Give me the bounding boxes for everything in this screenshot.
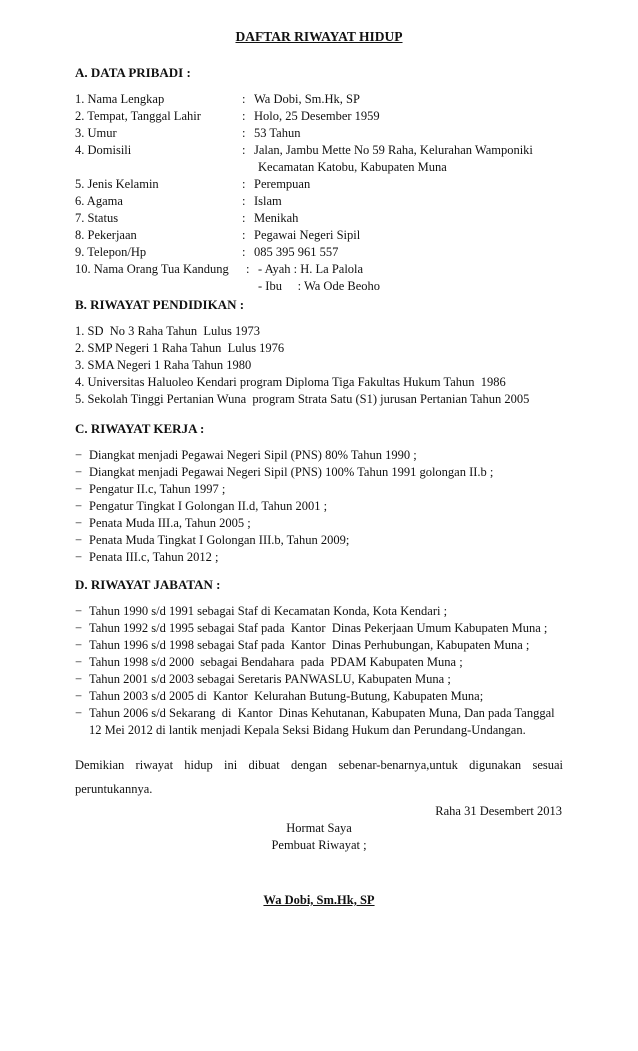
closing-paragraph: Demikian riwayat hidup ini dibuat dengan sebenar-benarnya,untuk digunakan sesuai peruntukannya. xyxy=(75,758,563,796)
dash-bullet: − xyxy=(75,516,83,530)
position-item-text: Tahun 2006 s/d Sekarang di Kantor Dinas Kehutanan, Kabupaten Muna, Dan pada Tanggal xyxy=(89,706,555,720)
position-item xyxy=(75,654,463,671)
data-row-domisili xyxy=(75,142,533,159)
position-item xyxy=(75,603,447,620)
data-row-umur xyxy=(75,125,300,142)
row-colon: : xyxy=(242,194,246,208)
work-item-text: Penata Muda Tingkat I Golongan III.b, Tahun 2009; xyxy=(89,533,350,547)
work-item-text: Penata III.c, Tahun 2012 ; xyxy=(89,550,219,564)
row-label: 1. Nama Lengkap xyxy=(75,92,165,106)
work-item xyxy=(75,549,218,566)
row-value: Wa Dobi, Sm.Hk, SP xyxy=(254,92,360,106)
row-label: 2. Tempat, Tanggal Lahir xyxy=(75,109,201,123)
row-value: Menikah xyxy=(254,211,299,225)
dash-bullet: − xyxy=(75,550,83,564)
row-value: Islam xyxy=(254,194,282,208)
row-colon: : xyxy=(242,228,246,242)
row-value: Holo, 25 Desember 1959 xyxy=(254,109,380,123)
education-item: 3. SMA Negeri 1 Raha Tahun 1980 xyxy=(75,358,252,372)
data-row-nama xyxy=(75,91,360,108)
row-value: 085 395 961 557 xyxy=(254,245,339,259)
work-item xyxy=(75,515,251,532)
row-colon: : xyxy=(242,245,246,259)
data-row-pekerjaan xyxy=(75,227,360,244)
signature-name: Wa Dobi, Sm.Hk, SP xyxy=(263,893,375,907)
dash-bullet: − xyxy=(75,533,83,547)
dash-bullet: − xyxy=(75,655,83,669)
education-item: 2. SMP Negeri 1 Raha Tahun Lulus 1976 xyxy=(75,341,285,355)
row-label: 8. Pekerjaan xyxy=(75,228,137,242)
signature-name-wrap xyxy=(0,892,638,909)
row-value: Perempuan xyxy=(254,177,311,191)
row-label: 6. Agama xyxy=(75,194,123,208)
row-label: 3. Umur xyxy=(75,126,117,140)
position-item xyxy=(75,620,547,637)
work-item xyxy=(75,498,327,515)
row-colon: : xyxy=(242,126,246,140)
position-item-continuation: 12 Mei 2012 di lantik menjadi Kepala Seksi Bidang Hukum dan Perundang-Undangan. xyxy=(89,723,526,737)
row-value: - Ayah : H. La Palola xyxy=(258,262,364,276)
position-item-text: Tahun 1990 s/d 1991 sebagai Staf di Kecamatan Konda, Kota Kendari ; xyxy=(89,604,448,618)
dash-bullet: − xyxy=(75,706,83,720)
work-item xyxy=(75,532,349,549)
pembuat-riwayat: Pembuat Riwayat ; xyxy=(271,838,367,852)
row-colon: : xyxy=(242,109,246,123)
work-item-text: Pengatur Tingkat I Golongan II.d, Tahun 2001 ; xyxy=(89,499,328,513)
row-colon: : xyxy=(242,143,246,157)
position-item xyxy=(75,705,555,722)
row-colon: : xyxy=(246,262,250,276)
work-item xyxy=(75,481,225,498)
work-item xyxy=(75,464,493,481)
work-item-text: Diangkat menjadi Pegawai Negeri Sipil (PNS) 80% Tahun 1990 ; xyxy=(89,448,417,462)
work-item xyxy=(75,447,417,464)
education-item: 4. Universitas Haluoleo Kendari program Diploma Tiga Fakultas Hukum Tahun 1986 xyxy=(75,375,506,389)
work-item-text: Diangkat menjadi Pegawai Negeri Sipil (PNS) 100% Tahun 1991 golongan II.b ; xyxy=(89,465,494,479)
section-a-heading: A. DATA PRIBADI : xyxy=(75,65,191,80)
row-label: 7. Status xyxy=(75,211,119,225)
section-c-heading: C. RIWAYAT KERJA : xyxy=(75,421,205,436)
position-item xyxy=(75,671,451,688)
row-colon: : xyxy=(242,92,246,106)
row-colon: : xyxy=(242,177,246,191)
data-row-jenis-kelamin xyxy=(75,176,310,193)
dash-bullet: − xyxy=(75,482,83,496)
page-title: DAFTAR RIWAYAT HIDUP xyxy=(235,29,403,44)
data-row-status xyxy=(75,210,298,227)
row-value: Pegawai Negeri Sipil xyxy=(254,228,361,242)
row-label: 10. Nama Orang Tua Kandung xyxy=(75,262,229,276)
data-row-orang-tua xyxy=(75,261,363,278)
dash-bullet: − xyxy=(75,448,83,462)
row-label: 4. Domisili xyxy=(75,143,132,157)
dash-bullet: − xyxy=(75,621,83,635)
row-value: 53 Tahun xyxy=(254,126,301,140)
row-colon: : xyxy=(242,211,246,225)
domisili-continuation: Kecamatan Katobu, Kabupaten Muna xyxy=(258,160,447,174)
position-item xyxy=(75,637,529,654)
position-item-text: Tahun 1992 s/d 1995 sebagai Staf pada Kantor Dinas Pekerjaan Umum Kabupaten Muna ; xyxy=(89,621,548,635)
place-date: Raha 31 Desembert 2013 xyxy=(435,804,562,818)
ibu-line: - Ibu : Wa Ode Beoho xyxy=(258,279,381,293)
education-item: 1. SD No 3 Raha Tahun Lulus 1973 xyxy=(75,324,260,338)
dash-bullet: − xyxy=(75,638,83,652)
dash-bullet: − xyxy=(75,499,83,513)
work-item-text: Penata Muda III.a, Tahun 2005 ; xyxy=(89,516,251,530)
section-d-heading: D. RIWAYAT JABATAN : xyxy=(75,577,221,592)
position-item-text: Tahun 1998 s/d 2000 sebagai Bendahara pada PDAM Kabupaten Muna ; xyxy=(89,655,463,669)
hormat-saya: Hormat Saya xyxy=(286,821,352,835)
position-item-text: Tahun 1996 s/d 1998 sebagai Staf pada Kantor Dinas Perhubungan, Kabupaten Muna ; xyxy=(89,638,530,652)
data-row-ttl xyxy=(75,108,380,125)
dash-bullet: − xyxy=(75,465,83,479)
dash-bullet: − xyxy=(75,604,83,618)
row-label: 9. Telepon/Hp xyxy=(75,245,147,259)
data-row-telepon xyxy=(75,244,338,261)
data-row-agama xyxy=(75,193,282,210)
row-label: 5. Jenis Kelamin xyxy=(75,177,159,191)
position-item-text: Tahun 2003 s/d 2005 di Kantor Kelurahan Butung-Butung, Kabupaten Muna; xyxy=(89,689,484,703)
row-value: Jalan, Jambu Mette No 59 Raha, Kelurahan Wamponiki xyxy=(254,143,533,157)
education-item: 5. Sekolah Tinggi Pertanian Wuna program Strata Satu (S1) jurusan Pertanian Tahun 2005 xyxy=(75,392,530,406)
position-item xyxy=(75,688,483,705)
position-item-text: Tahun 2001 s/d 2003 sebagai Seretaris PANWASLU, Kabupaten Muna ; xyxy=(89,672,451,686)
dash-bullet: − xyxy=(75,689,83,703)
section-b-heading: B. RIWAYAT PENDIDIKAN : xyxy=(75,297,245,312)
dash-bullet: − xyxy=(75,672,83,686)
work-item-text: Pengatur II.c, Tahun 1997 ; xyxy=(89,482,226,496)
